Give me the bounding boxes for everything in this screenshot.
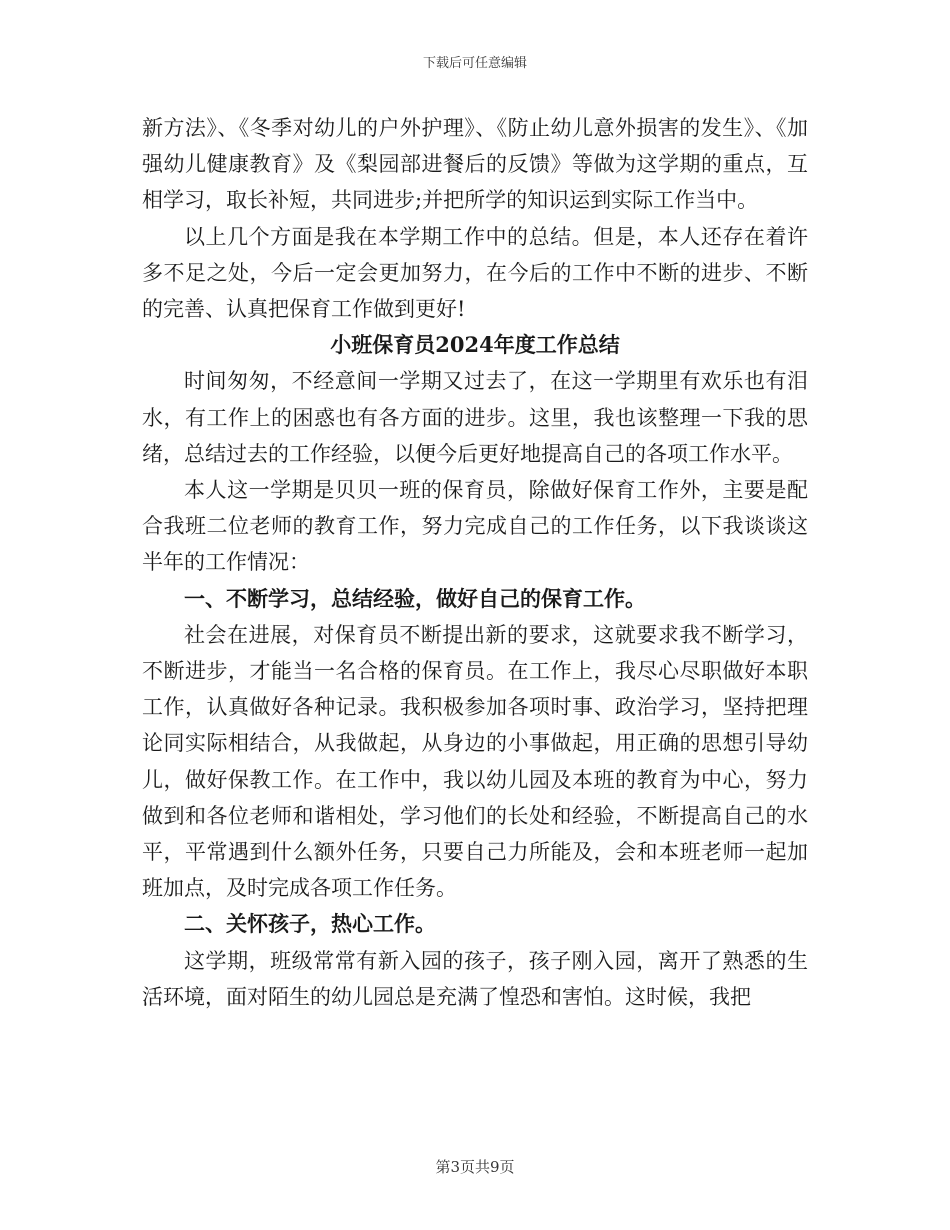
document-body <box>142 110 808 1015</box>
section-heading-2: 二、关怀孩子，热心工作。 <box>184 911 436 937</box>
paragraph-role: 本人这一学期是贝贝一班的保育员，除做好保育工作外，主要是配合我班二位老师的教育工作，努力完成自己的工作任务，以下我谈谈这半年的工作情况： <box>142 478 808 575</box>
paragraph-intro: 时间匆匆，不经意间一学期又过去了，在这一学期里有欢乐也有泪水，有工作上的困惑也有各方面的进步。这里，我也该整理一下我的思绪，总结过去的工作经验，以便今后更好地提高自己的各项工作水平。 <box>142 369 808 466</box>
document-title: 小班保育员2024年度工作总结 <box>330 332 620 358</box>
paragraph-section-1: 社会在进展，对保育员不断提出新的要求，这就要求我不断学习，不断进步，才能当一名合格的保育员。在工作上，我尽心尽职做好本职工作，认真做好各种记录。我积极参加各项时事、政治学习，坚持把理论同实际相结合，从我做起，从身边的小事做起，用正确的思想引导幼儿，做好保教工作。在工作中，我以幼儿园及本班的教育为中心，努力做到和各位老师和谐相处，学习他们的长处和经验，不断提高自己的水平，平常遇到什么额外任务，只要自己力所能及，会和本班老师一起加班加点，及时完成各项工作任务。 <box>142 622 808 901</box>
paragraph-section-2: 这学期，班级常常有新入园的孩子，孩子刚入园，离开了熟悉的生活环境，面对陌生的幼儿园总是充满了惶恐和害怕。这时候，我把 <box>142 948 808 1009</box>
page-header: 下载后可任意编辑 <box>422 56 527 71</box>
section-heading-1: 一、不断学习，总结经验，做好自己的保育工作。 <box>184 585 646 611</box>
paragraph-continuation: 新方法》、《冬季对幼儿的户外护理》、《防止幼儿意外损害的发生》、《加强幼儿健康教育》及《梨园部进餐后的反馈》等做为这学期的重点，互相学习，取长补短，共同进步;并把所学的知识运到实际工作当中。 <box>142 116 808 213</box>
paragraph-summary: 以上几个方面是我在本学期工作中的总结。但是，本人还存在着许多不足之处，今后一定会更加努力，在今后的工作中不断的进步、不断的完善、认真把保育工作做到更好! <box>142 224 808 322</box>
page-footer: 第3页共9页 <box>435 1158 515 1176</box>
